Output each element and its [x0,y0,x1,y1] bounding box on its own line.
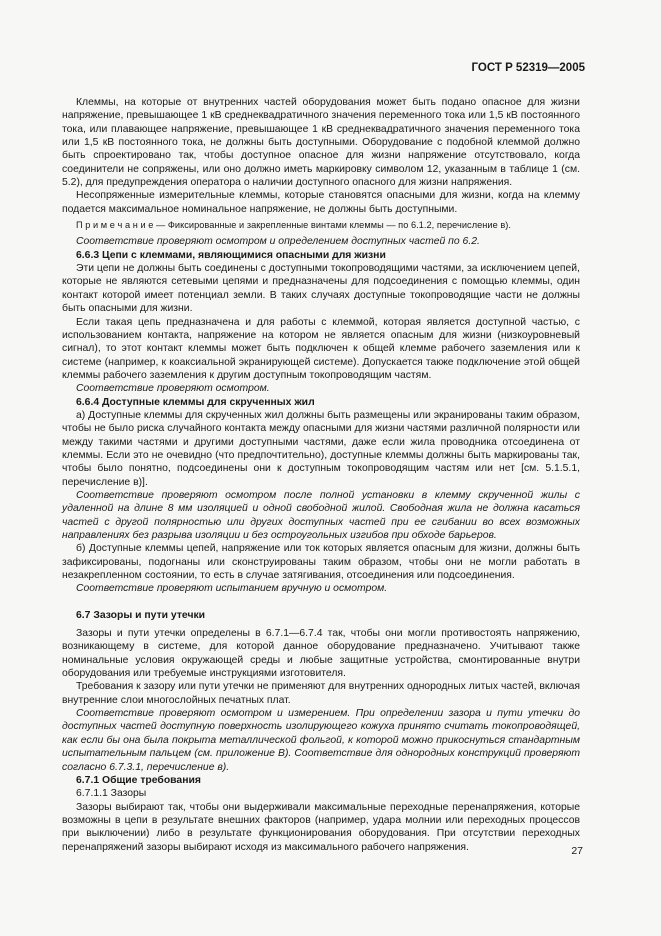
section-heading-6-7-1-1: 6.7.1.1 Зазоры [76,788,147,800]
paragraph: Зазоры и пути утечки определены в 6.7.1—6.7.4 так, чтобы они могли противостоять напряжению, возникающему в системе, для которой данное оборудование предназначено. Учитывают также номинальные условия окружающей среды и любые защитные устройства, смонтированные внутри оборудования или требуемые инструкциями изготовителя. [62,628,580,680]
compliance-text: Соответствие проверяют испытанием вручную и осмотром. [76,583,388,595]
section-heading-6-6-3: 6.6.3 Цепи с клеммами, являющимися опасными для жизни [76,249,386,261]
paragraph: Эти цепи не должны быть соединены с доступными токопроводящими частями, за исключением цепей, которые не являются сетевыми цепями и предназначены для подсоединения с помощью клеммы, один контакт которой имеет потенциал земли. В таких случаях доступные токопроводящие части не должны быть опасными для жизни. [62,263,580,315]
paragraph: Зазоры выбирают так, чтобы они выдерживали максимальные переходные перенапряжения, которые возможны в цепи в результате внешних факторов (например, удара молнии или переходных процессов при выключении) либо в результате функционирования оборудования. При отсутствии переходных перенапряжений зазоры выбирают исходя из максимального рабочего напряжения. [62,801,580,853]
paragraph: Требования к зазору или пути утечки не применяют для внутренних однородных литых частей, включая внутренние слои многослойных печатных плат. [62,681,580,706]
note-text: — Фиксированные и закрепленные винтами клеммы — по 6.1.2, перечисление в). [153,220,511,231]
compliance-text: Соответствие проверяют осмотром и измерением. При определении зазора и пути утечки до доступных частей доступную поверхность изолирующего кожуха принято считать токопроводящей, как если бы она была покрыта металлической фольгой, к которой можно прикоснуться стандартным испытательным пальцем (см. приложение В). Соответствие для однородных конструкций проверяют согласно 6.7.3.1, перечисление в). [62,708,580,773]
compliance-text: Соответствие проверяют осмотром после полной установки в клемму скрученной жилы с удаленной на длине 8 мм изоляцией и одной свободной жилой. Свободная жила не должна касаться частей с другой полярностью или других доступных частей при ее сгибании во всех возможных направлениях без разрыва изоляции и без остроугольных изгибов при обходе барьеров. [62,489,580,541]
paragraph: Несопряженные измерительные клеммы, которые становятся опасными для жизни, когда на клемму подается максимальное номинальное напряжение, не должны быть доступными. [62,190,580,215]
document-body [62,96,580,854]
section-heading-6-6-4: 6.6.4 Доступные клеммы для скрученных жил [76,396,315,408]
paragraph: а) Доступные клеммы для скрученных жил должны быть размещены или экранированы таким образом, чтобы не было риска случайного контакта между опасными для жизни частями различной полярности или между такими частями и другими доступными частями, даже если жила проводника отсоединена от клеммы. Если это не очевидно (что предпочтительно), доступные клеммы должны быть маркированы так, чтобы было понятно, подсоединены они к доступным токопроводящим частям или нет [см. 5.1.5.1, перечисление в)]. [62,409,580,488]
document-id-header: ГОСТ Р 52319—2005 [471,62,585,74]
compliance-text: Соответствие проверяют осмотром и определением доступных частей по 6.2. [76,236,480,248]
note-label: П р и м е ч а н и е [76,220,154,231]
paragraph: Если такая цепь предназначена и для работы с клеммой, которая является доступной частью, с использованием контакта, напряжение на котором не является опасным для жизни (низкоуровневый сигнал), то этот контакт клеммы может быть подключен к общей клемме рабочего заземления или к системе (например, к коаксиальной экранирующей системе). Допускается также подключение этой общей клеммы рабочего заземления к другим доступным токопроводящим частям. [62,316,580,381]
paragraph: б) Доступные клеммы цепей, напряжение или ток которых является опасным для жизни, должны быть зафиксированы, подогнаны или сконструированы таким образом, чтобы они не могли работать в незакрепленном состоянии, то есть в случае затягивания, отсоединения или подсоединения. [62,543,580,582]
section-heading-6-7-1: 6.7.1 Общие требования [76,774,201,786]
section-heading-6-7: 6.7 Зазоры и пути утечки [76,609,206,621]
compliance-text: Соответствие проверяют осмотром. [76,383,270,395]
note [62,219,580,232]
paragraph: Клеммы, на которые от внутренних частей оборудования может быть подано опасное для жизни напряжение, превышающее 1 кВ среднеквадратичного значения переменного тока или 1,5 кВ постоянного тока, или плавающее напряжение, превышающее 1 кВ среднеквадратичного значения переменного тока или 1,5 кВ постоянного тока, не должны быть доступными. Оборудование с подобной клеммой должно быть спроектировано так, чтобы доступное опасное для жизни напряжение отсутствовало, когда соединители не сопряжены, или оно должно иметь маркировку символом 12, указанным в таблице 1 (см. 5.2), для предупреждения оператора о наличии доступного опасного для жизни напряжения. [62,97,580,189]
page-number: 27 [571,845,583,857]
